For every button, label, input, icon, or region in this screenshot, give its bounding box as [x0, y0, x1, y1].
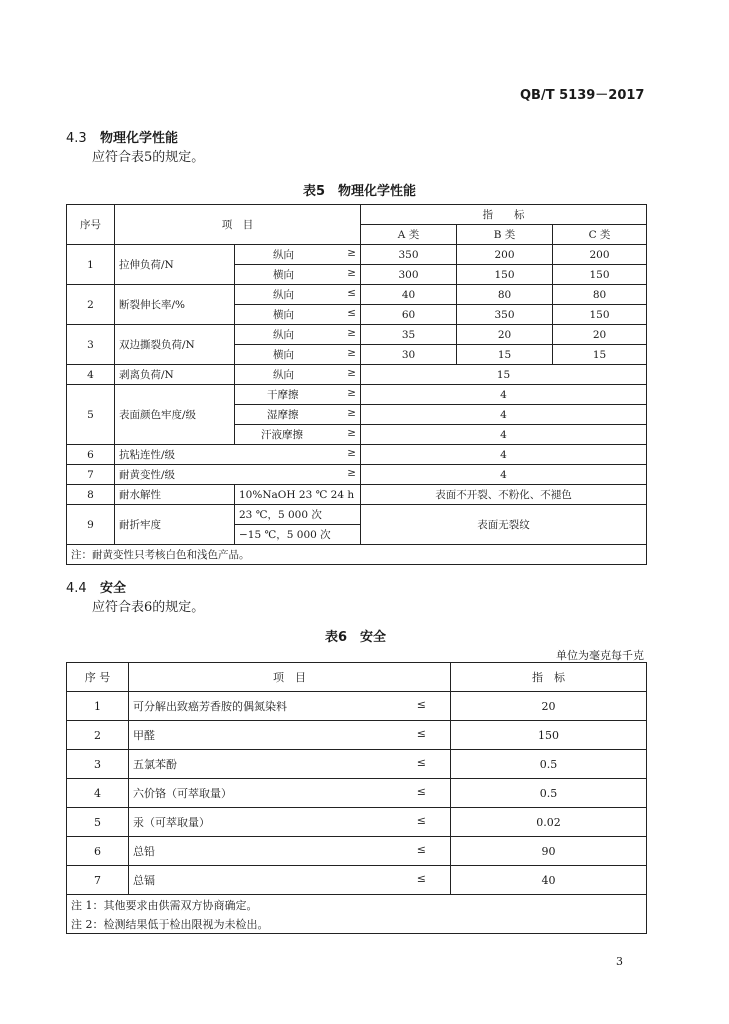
- row-number: 9: [67, 505, 115, 545]
- table-row: [67, 445, 647, 465]
- row-item: [129, 779, 451, 808]
- table6-unit: 单位为毫克每千克: [556, 649, 644, 662]
- row-sub-label: 汗液摩擦: [261, 429, 303, 441]
- row-item-label: 汞（可萃取量）: [133, 816, 210, 829]
- table-row: [67, 325, 647, 345]
- table-row: [67, 779, 647, 808]
- row-number: 2: [67, 721, 129, 750]
- row-item: 耐折牢度: [115, 505, 235, 545]
- section-text: 应符合表6的规定。: [92, 600, 205, 615]
- section-title: 物理化学性能: [100, 131, 179, 146]
- value-b: 350: [457, 305, 553, 325]
- row-item: [129, 692, 451, 721]
- row-item: 表面颜色牢度/级: [115, 385, 235, 445]
- header-index: 指 标: [361, 205, 647, 225]
- row-item: [129, 750, 451, 779]
- row-symbol: ≤: [347, 287, 356, 299]
- header-item: 项 目: [129, 663, 451, 692]
- row-value: 0.5: [451, 750, 647, 779]
- value-all: 4: [361, 445, 647, 465]
- table6-note-2: 注 2：检测结果低于检出限视为未检出。: [67, 914, 647, 934]
- table-row: [67, 465, 647, 485]
- table5-note-row: [67, 545, 647, 565]
- row-symbol: ≥: [347, 467, 356, 479]
- row-item: 剥离负荷/N: [115, 365, 235, 385]
- row-number: 8: [67, 485, 115, 505]
- value-b: 15: [457, 345, 553, 365]
- row-number: 2: [67, 285, 115, 325]
- table-row: [67, 245, 647, 265]
- row-sub: [235, 365, 361, 385]
- value-all: 15: [361, 365, 647, 385]
- row-sub: [235, 245, 361, 265]
- section-heading-4-4: [66, 577, 126, 596]
- row-value: 0.02: [451, 808, 647, 837]
- value-b: 200: [457, 245, 553, 265]
- row-item: [129, 866, 451, 895]
- row-symbol: ≥: [347, 367, 356, 379]
- row-value: 90: [451, 837, 647, 866]
- row-symbol: ≤: [416, 785, 426, 798]
- row-symbol: ≥: [347, 247, 356, 259]
- row-item: 断裂伸长率/%: [115, 285, 235, 325]
- row-symbol: ≥: [347, 447, 356, 459]
- value-all: 4: [361, 425, 647, 445]
- row-symbol: ≤: [416, 756, 426, 769]
- value-c: 150: [553, 265, 647, 285]
- row-sub-label: 横向: [273, 309, 294, 321]
- header-class-c: C 类: [553, 225, 647, 245]
- value-a: 40: [361, 285, 457, 305]
- table6-note-row: [67, 914, 647, 934]
- value-all: 4: [361, 385, 647, 405]
- row-number: 1: [67, 245, 115, 285]
- table5-note: 注：耐黄变性只考核白色和浅色产品。: [67, 545, 647, 565]
- row-item: [129, 837, 451, 866]
- table-row: [67, 505, 647, 525]
- value-all: 4: [361, 465, 647, 485]
- row-sub-label: 湿摩擦: [267, 409, 299, 421]
- table-row: [67, 837, 647, 866]
- table5-header-row: [67, 205, 647, 225]
- row-item: [129, 808, 451, 837]
- table5-caption: 表5 物理化学性能: [303, 184, 417, 199]
- section-title: 安全: [100, 581, 127, 596]
- row-value: 0.5: [451, 779, 647, 808]
- row-symbol: ≤: [416, 814, 426, 827]
- value-a: 35: [361, 325, 457, 345]
- table-row: [67, 808, 647, 837]
- row-item: [115, 465, 361, 485]
- row-sub-label: 干摩擦: [267, 389, 299, 401]
- row-symbol: ≥: [347, 427, 356, 439]
- row-item-label: 耐黄变性/级: [119, 469, 176, 481]
- row-condition: −15 ℃，5 000 次: [235, 525, 361, 545]
- row-item-label: 总铅: [133, 845, 155, 858]
- row-number: 7: [67, 866, 129, 895]
- table5: [66, 204, 647, 565]
- header-index: 指 标: [451, 663, 647, 692]
- value-c: 150: [553, 305, 647, 325]
- row-number: 1: [67, 692, 129, 721]
- header-class-b: B 类: [457, 225, 553, 245]
- row-symbol: ≤: [416, 727, 426, 740]
- page-number: 3: [616, 955, 623, 968]
- row-item: 拉伸负荷/N: [115, 245, 235, 285]
- value-b: 80: [457, 285, 553, 305]
- section-number: 4.3: [66, 131, 87, 146]
- row-symbol: ≤: [416, 698, 426, 711]
- row-sub: [235, 345, 361, 365]
- row-item-label: 抗粘连性/级: [119, 449, 176, 461]
- row-sub-label: 横向: [273, 349, 294, 361]
- section-heading-4-3: [66, 127, 178, 146]
- row-sub-label: 纵向: [273, 329, 294, 341]
- row-sub: [235, 325, 361, 345]
- row-item-label: 六价铬（可萃取量）: [133, 787, 232, 800]
- row-value: 150: [451, 721, 647, 750]
- row-item-label: 甲醛: [133, 729, 155, 742]
- standard-number: QB/T 5139－2017: [520, 88, 645, 103]
- value-a: 30: [361, 345, 457, 365]
- value-all: 表面不开裂、不粉化、不褪色: [361, 485, 647, 505]
- value-b: 20: [457, 325, 553, 345]
- row-number: 4: [67, 779, 129, 808]
- table6: [66, 662, 647, 934]
- table6-note-row: [67, 895, 647, 915]
- value-a: 60: [361, 305, 457, 325]
- row-sub: [235, 405, 361, 425]
- row-number: 5: [67, 385, 115, 445]
- row-condition: 23 ℃，5 000 次: [235, 505, 361, 525]
- row-condition: 10%NaOH 23 ℃ 24 h: [235, 485, 361, 505]
- row-item: 双边撕裂负荷/N: [115, 325, 235, 365]
- table6-caption: 表6 安全: [325, 630, 387, 645]
- row-item: 耐水解性: [115, 485, 235, 505]
- row-symbol: ≥: [347, 347, 356, 359]
- row-item: [129, 721, 451, 750]
- row-number: 3: [67, 325, 115, 365]
- header-seq: 序号: [67, 205, 115, 245]
- row-number: 7: [67, 465, 115, 485]
- row-sub: [235, 265, 361, 285]
- row-item-label: 总镉: [133, 874, 155, 887]
- header-class-a: A 类: [361, 225, 457, 245]
- row-value: 20: [451, 692, 647, 721]
- row-sub: [235, 385, 361, 405]
- row-sub: [235, 285, 361, 305]
- value-a: 300: [361, 265, 457, 285]
- row-sub-label: 纵向: [273, 369, 294, 381]
- row-item-label: 可分解出致癌芳香胺的偶氮染料: [133, 700, 287, 713]
- header-item: 项 目: [115, 205, 361, 245]
- table-row: [67, 285, 647, 305]
- table-row: [67, 750, 647, 779]
- row-symbol: ≤: [416, 843, 426, 856]
- row-number: 6: [67, 445, 115, 465]
- value-b: 150: [457, 265, 553, 285]
- row-sub: [235, 425, 361, 445]
- row-sub: [235, 305, 361, 325]
- row-sub-label: 纵向: [273, 289, 294, 301]
- table-row: [67, 721, 647, 750]
- row-item-label: 五氯苯酚: [133, 758, 177, 771]
- value-a: 350: [361, 245, 457, 265]
- value-c: 15: [553, 345, 647, 365]
- row-value: 40: [451, 866, 647, 895]
- table6-header-row: [67, 663, 647, 692]
- row-number: 5: [67, 808, 129, 837]
- row-symbol: ≥: [347, 387, 356, 399]
- row-sub-label: 纵向: [273, 249, 294, 261]
- value-c: 20: [553, 325, 647, 345]
- table-row: [67, 866, 647, 895]
- value-c: 200: [553, 245, 647, 265]
- row-symbol: ≤: [416, 872, 426, 885]
- value-all: 4: [361, 405, 647, 425]
- value-all: 表面无裂纹: [361, 505, 647, 545]
- section-text: 应符合表5的规定。: [92, 150, 205, 165]
- row-number: 4: [67, 365, 115, 385]
- table6-note-1: 注 1：其他要求由供需双方协商确定。: [67, 895, 647, 915]
- row-symbol: ≥: [347, 407, 356, 419]
- row-sub-label: 横向: [273, 269, 294, 281]
- row-number: 3: [67, 750, 129, 779]
- row-number: 6: [67, 837, 129, 866]
- value-c: 80: [553, 285, 647, 305]
- row-symbol: ≥: [347, 267, 356, 279]
- table-row: [67, 692, 647, 721]
- row-symbol: ≤: [347, 307, 356, 319]
- table-row: [67, 485, 647, 505]
- row-item: [115, 445, 361, 465]
- table-row: [67, 365, 647, 385]
- header-seq: 序 号: [67, 663, 129, 692]
- row-symbol: ≥: [347, 327, 356, 339]
- table-row: [67, 385, 647, 405]
- section-number: 4.4: [66, 581, 87, 596]
